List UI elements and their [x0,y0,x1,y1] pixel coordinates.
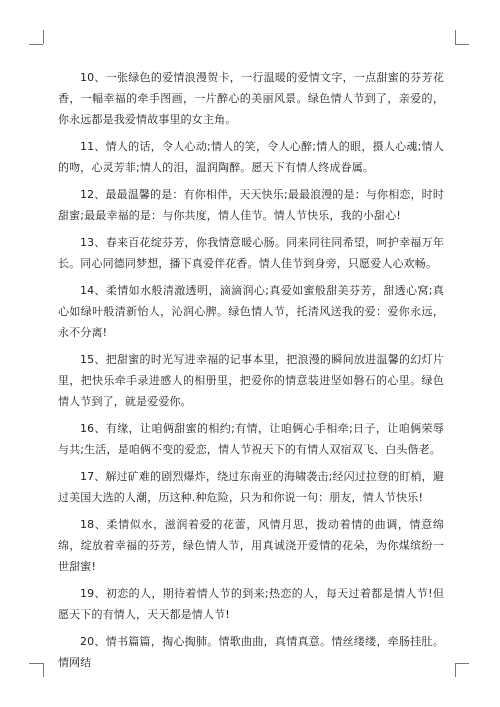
document-body [58,67,444,679]
paragraph-10: 10、一张绿色的爱情浪漫贺卡，一行温暖的爱情文字，一点甜蜜的芬芳花香，一幅幸福的牵手图画，一片醉心的美丽风景。绿色情人节到了，亲爱的，你永远都是我爱情故事里的女主角。 [58,71,444,126]
paragraph-13: 13、春来百花绽芬芳，你我情意暖心肠。同来同往同希望，呵护幸福万年长。同心同德同梦想，播下真爱伴花香。情人佳节到身旁，只愿爱人心欢畅。 [58,236,444,270]
paragraph-14: 14、柔情如水般清澈透明，滴滴润心;真爱如蜜般甜美芬芳，甜透心窝;真心如绿叶般清新怡人，沁润心脾。绿色情人节，托清风送我的爱：爱你永远，永不分离! [58,284,444,339]
paragraph-17: 17、解过矿难的剧烈爆炸，绕过东南亚的海啸袭击;经闪过拉登的盯梢，避过美国大选的人潮，历这种.种危险，只为和你说一句：朋友，情人节快乐! [58,470,444,504]
paragraph-12: 12、最最温馨的是：有你相伴，天天快乐;最最浪漫的是：与你相恋，时时甜蜜;最最幸福的是：与你共度，情人佳节。情人节快乐，我的小甜心! [58,188,444,222]
paragraph-18: 18、柔情似水，滋润着爱的花蕾，风情月思，拨动着情的曲调，情意绵绵，绽放着幸福的芬芳，绿色情人节，用真诚浇开爱情的花朵，为你煤缤纷一世甜蜜! [58,518,444,573]
paragraph-20: 20、情书篇篇，掏心掏肺。情歌曲曲，真情真意。情丝缕缕，牵肠挂肚。情网结 [58,635,444,669]
paragraph-15: 15、把甜蜜的时光写进幸福的记事本里，把浪漫的瞬间放进温馨的幻灯片里，把快乐牵手录进感人的相册里，把爱你的情意装进坚如磐石的心里。绿色情人节到了，就是爱爱你。 [58,353,444,408]
paragraph-19: 19、初恋的人，期待着情人节的到来;热恋的人，每天过着都是情人节!但愿天下的有情人，天天都是情人节! [58,587,444,621]
paragraph-11: 11、情人的话，令人心动;情人的笑，令人心醉;情人的眼，摄人心魂;情人的吻，心灵芳菲;情人的泪，温润陶醉。愿天下有情人终成眷属。 [58,140,444,174]
paragraph-16: 16、有缘，让咱俩甜蜜的相约;有情，让咱俩心手相牵;日子，让咱俩荣辱与共;生活，是咱俩不变的爱恋，情人节祝天下的有情人双宿双飞、白头偕老。 [58,422,444,456]
